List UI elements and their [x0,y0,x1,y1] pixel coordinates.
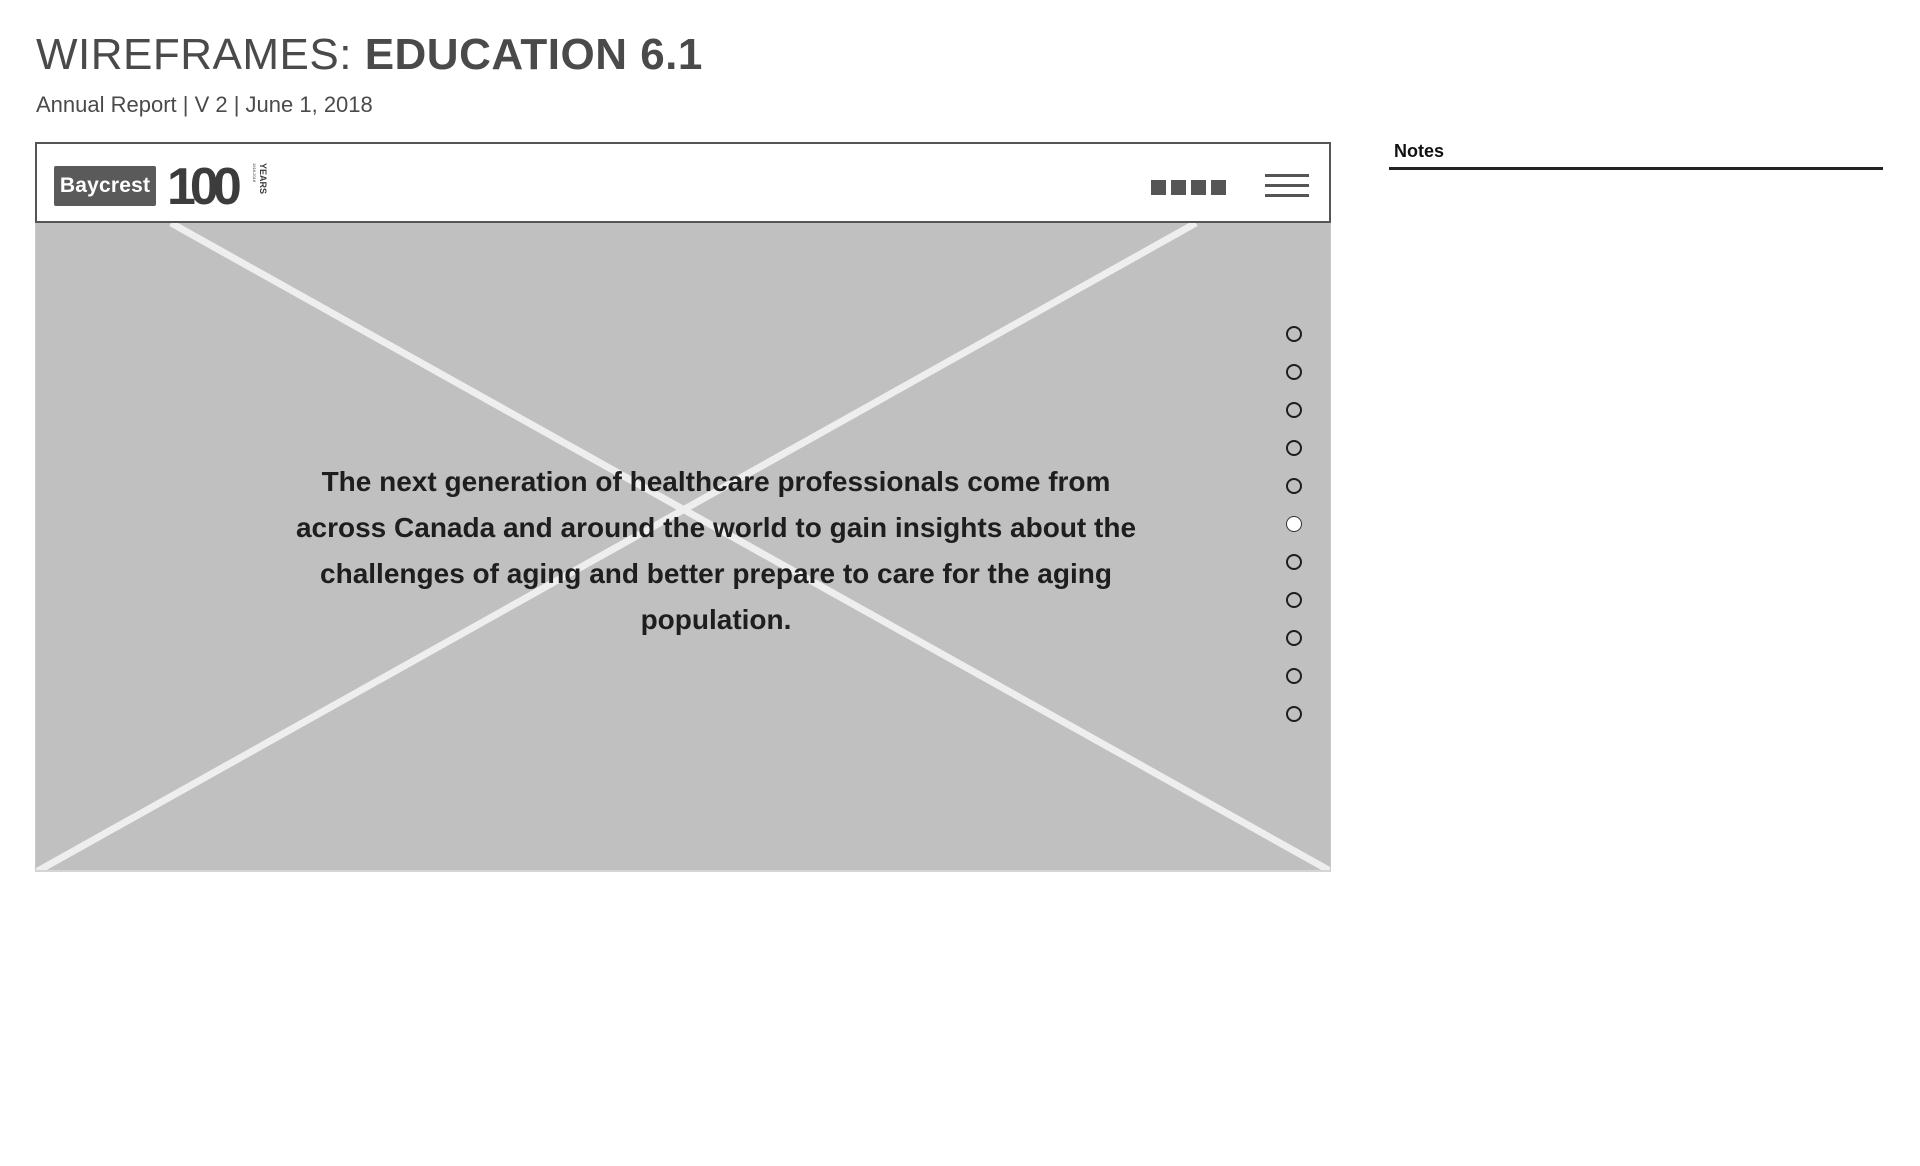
centennial-logo [167,160,277,210]
nav-placeholder-blocks[interactable] [1151,180,1226,195]
slide-pagination [1286,326,1302,744]
slide-dot-6-active[interactable] [1286,516,1302,532]
wireframe-frame [35,142,1330,872]
page-title-main: EDUCATION 6.1 [364,30,703,79]
page-subtitle: Annual Report | V 2 | June 1, 2018 [36,92,373,117]
hamburger-menu-icon[interactable] [1265,174,1309,198]
hamburger-bar [1265,194,1309,197]
slide-dot-9[interactable] [1286,630,1302,646]
centennial-range: 1918-2018 [252,163,257,183]
slide-dot-7[interactable] [1286,554,1302,570]
slide-dot-3[interactable] [1286,402,1302,418]
notes-label: Notes [1394,141,1445,161]
nav-block[interactable] [1211,180,1226,195]
slide-dot-8[interactable] [1286,592,1302,608]
slide-dot-2[interactable] [1286,364,1302,380]
nav-block[interactable] [1191,180,1206,195]
centennial-number: 100 [167,160,236,210]
slide-dot-10[interactable] [1286,668,1302,684]
nav-block[interactable] [1171,180,1186,195]
page-title [36,30,703,80]
slide-dot-1[interactable] [1286,326,1302,342]
baycrest-logo[interactable]: Baycrest [54,166,156,206]
hamburger-bar [1265,184,1309,187]
slide-dot-5[interactable] [1286,478,1302,494]
slide-dot-11[interactable] [1286,706,1302,722]
page-title-prefix: WIREFRAMES: [36,30,365,79]
centennial-years: YEARS [258,163,268,195]
site-header [35,142,1331,223]
hero-headline: The next generation of healthcare professionals come from across Canada and around the world to gain insights about the challenges of aging and better prepare to care for the aging population. [295,466,1137,635]
nav-block[interactable] [1151,180,1166,195]
notes-divider [1389,167,1883,170]
hero-image-placeholder [35,223,1331,872]
slide-dot-4[interactable] [1286,440,1302,456]
hamburger-bar [1265,174,1309,177]
